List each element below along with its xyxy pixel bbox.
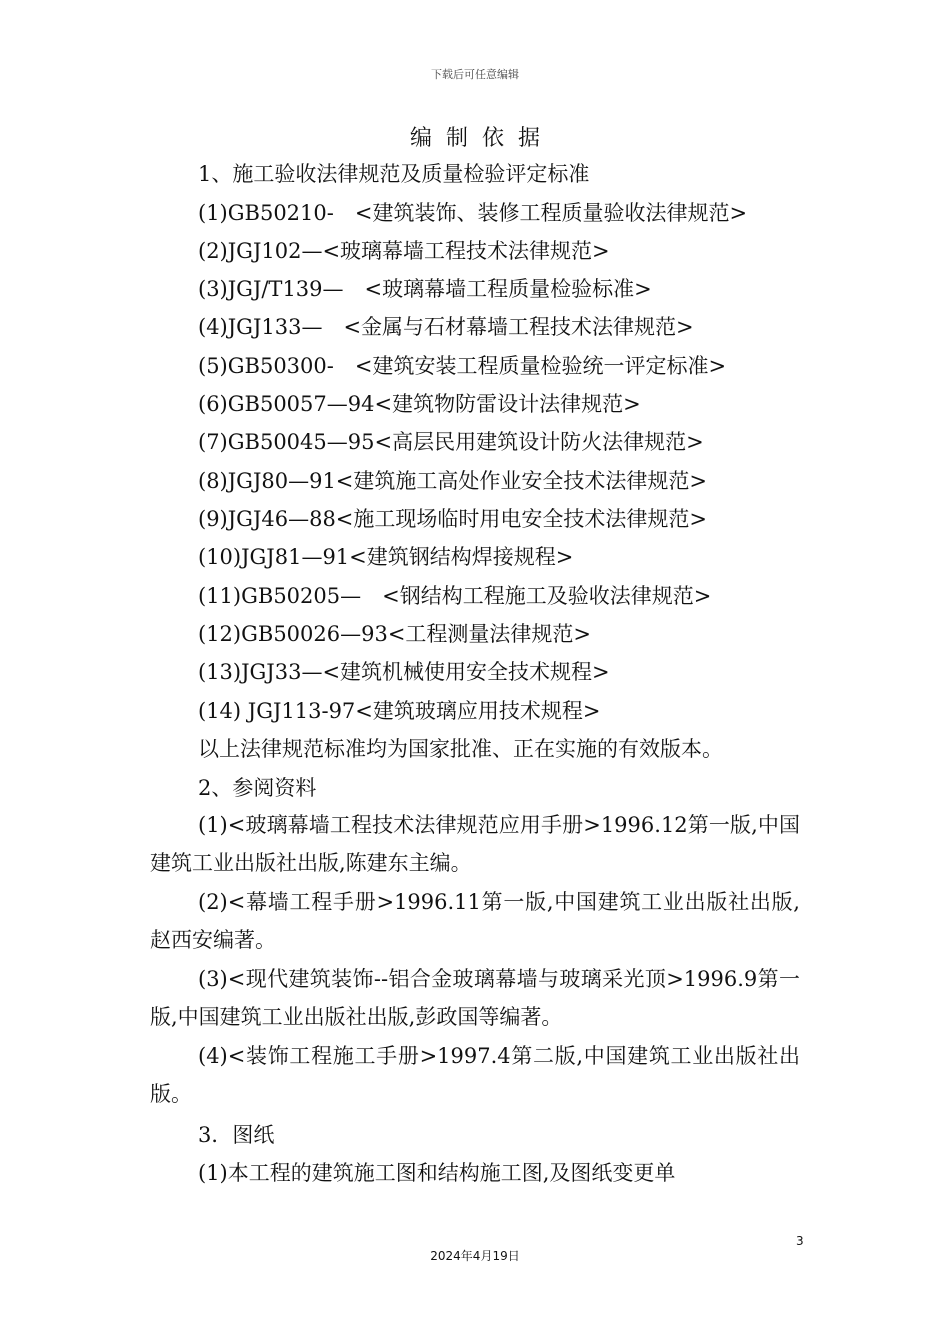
section-heading: 2、参阅资料 [198,776,317,800]
standard-item: (3)JGJ/T139— <玻璃幕墙工程质量检验标准> [198,277,652,301]
standard-item: (13)JGJ33—<建筑机械使用安全技术规程> [198,660,610,684]
standard-item: (7)GB50045—95<高层民用建筑设计防火法律规范> [198,430,704,454]
standard-item: (5)GB50300- <建筑安装工程质量检验统一评定标准> [198,354,727,378]
drawing-item: (1)本工程的建筑施工图和结构施工图,及图纸变更单 [198,1161,676,1185]
reference-item: (2)<幕墙工程手册>1996.11第一版,中国建筑工业出版社出版,赵西安编著。 [150,890,800,952]
reference-item: (1)<玻璃幕墙工程技术法律规范应用手册>1996.12第一版,中国建筑工业出版社出版,陈建东主编。 [150,813,800,875]
section-heading: 3．图纸 [198,1123,275,1147]
standard-item: (14) JGJ113-97<建筑玻璃应用技术规程> [198,699,601,723]
standard-item: (8)JGJ80—91<建筑施工高处作业安全技术法律规范> [198,469,707,493]
standard-item: (12)GB50026—93<工程测量法律规范> [198,622,592,646]
section-heading: 1、施工验收法律规范及质量检验评定标准 [198,162,590,186]
page-number: 3 [796,1234,804,1248]
standard-item: (9)JGJ46—88<施工现场临时用电安全技术法律规范> [198,507,707,531]
document-title: 编制依据 [409,126,554,151]
standard-item: (1)GB50210- <建筑装饰、装修工程质量验收法律规范> [198,201,748,225]
standards-note: 以上法律规范标准均为国家批准、正在实施的有效版本。 [198,737,723,761]
reference-item: (4)<装饰工程施工手册>1997.4第二版,中国建筑工业出版社出版。 [150,1044,800,1106]
standard-item: (6)GB50057—94<建筑物防雷设计法律规范> [198,392,641,416]
standard-item: (2)JGJ102—<玻璃幕墙工程技术法律规范> [198,239,610,263]
page-header: 下载后可任意编辑 [431,68,519,81]
reference-item: (3)<现代建筑装饰--铝合金玻璃幕墙与玻璃采光顶>1996.9第一版,中国建筑工业出版社出版,彭政国等编著。 [150,967,800,1029]
standard-item: (10)JGJ81—91<建筑钢结构焊接规程> [198,545,574,569]
standard-item: (4)JGJ133— <金属与石材幕墙工程技术法律规范> [198,315,694,339]
footer-date: 2024年4月19日 [430,1249,520,1263]
standard-item: (11)GB50205— <钢结构工程施工及验收法律规范> [198,584,712,608]
